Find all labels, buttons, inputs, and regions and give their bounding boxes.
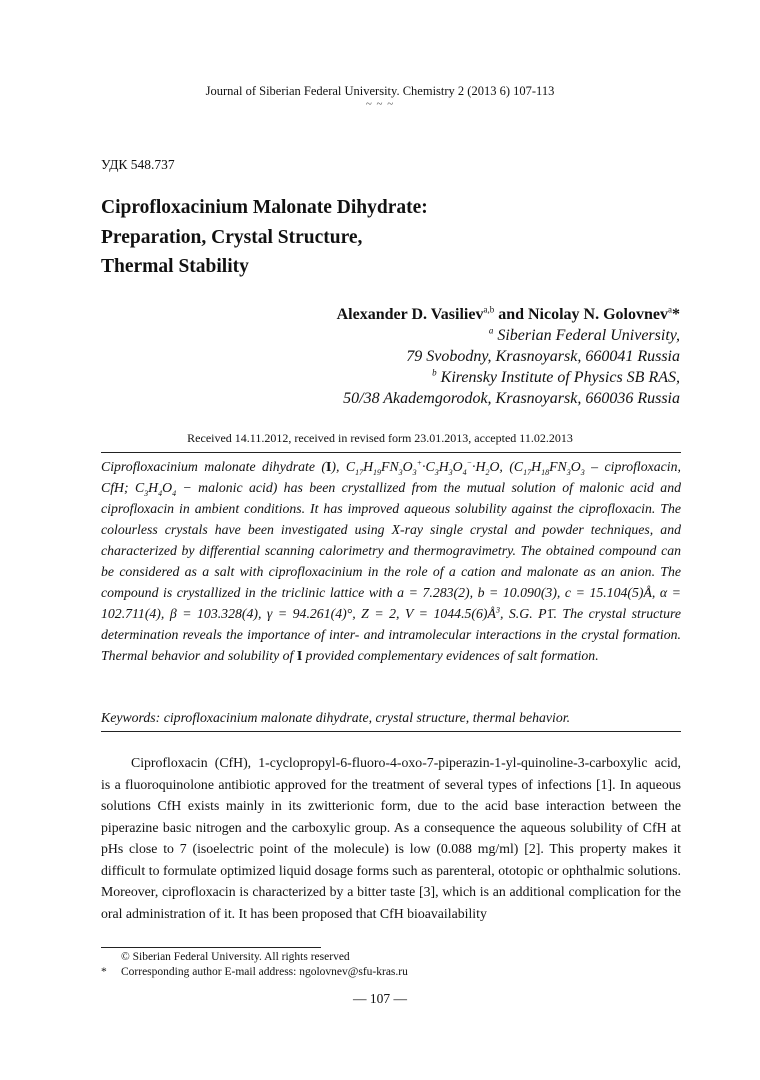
affiliation-a-mark: a [488, 325, 494, 336]
author-conjunction: and [494, 306, 528, 323]
header-ornament: ~ ~ ~ [365, 98, 395, 110]
author-2-affil: a [668, 304, 672, 315]
title-line-3: Thermal Stability [101, 256, 249, 277]
author-block [337, 304, 680, 409]
body-paragraph: Ciprofloxacin (CfH), 1-cyclopropyl-6-fluoro-4-oxo-7-piperazin-1-yl-quinoline-3-carboxylic acid, is a fluoroquinolone antibiotic approved for the treatment of several types of infections [1]. In aqueous solutions CfH exists mainly in its zwitterionic form, due to the acid base interaction between the piperazine basic nitrogen and the carboxylic group. As a consequence the aqueous solubility of CfH at pHs close to 7 (isoelectric point of the molecule) is low (0.088 mg/ml) [2]. This property makes it difficult to formulate optimized liquid dosage forms such as parenteral, ototopic or ophthalmic solutions. Moreover, ciprofloxacin is characterized by a bitter taste [3], which is an additional complication for the oral administration of it. It has been proposed that CfH bioavailability [101, 755, 681, 921]
page-number: — 107 — [353, 991, 407, 1006]
abstract-bottom-rule [101, 731, 681, 732]
udk-code: УДК 548.737 [101, 157, 175, 172]
title-line-1: Ciprofloxacinium Malonate Dihydrate: [101, 197, 428, 218]
abstract: Ciprofloxacinium malonate dihydrate (I), $C_{17}H_{19}FN_3O_3^+\cdot C_3H_3O_4^-\cdot H_2O$, ($C_{17}H_{18}FN_3O_3$ – ciprofloxacin, CfH; $C_3H_4O_4$ − malonic acid) has been crystallized from the mutual solution of malonic acid and ciprofloxacin in ambient conditions. It has improved aqueous solubility against the ciprofloxacin. The colourless crystals have been investigated using X-ray single crystal and powder techniques, and characterized by differential scanning calorimetry and thermogravimetry. The obtained compound can be considered as a salt with ciprofloxacinium in the role of a cation and malonate as an anion. The compound is crystallized in the triclinic lattice with a = 7.283(2), b = 10.090(3), c = 15.104(5)Å, α = 102.711(4), β = 103.328(4), γ = 94.261(4)°, Z = 2, $V = 1044.5(6)Å^3$, S.G. P1̄. The crystal structure determination reveals the importance of inter- and intramolecular interactions in the crystal formation. Thermal behavior and solubility of I provided complementary evidences of salt formation. [101, 458, 681, 663]
author-1: Alexander D. Vasiliev [336, 306, 484, 323]
footnote-rule [101, 947, 321, 948]
abstract-top-rule [101, 452, 681, 453]
affiliation-b-mark: b [432, 367, 437, 378]
affiliation-b-line1: Kirensky Institute of Physics SB RAS, [440, 369, 680, 386]
author-1-affil: a,b [483, 304, 495, 315]
keywords: Keywords: ciprofloxacinium malonate dihydrate, crystal structure, thermal behavior. [101, 710, 571, 725]
affiliation-b [337, 367, 680, 388]
corresponding-mark: * [672, 306, 680, 323]
footnote-copyright: © Siberian Federal University. All rights reserved [121, 951, 350, 963]
footnote-star: * [101, 966, 107, 978]
affiliation-b-address: 50/38 Akademgorodok, Krasnoyarsk, 660036 Russia [343, 390, 680, 407]
title-line-2: Preparation, Crystal Structure, [101, 226, 363, 248]
affiliation-a-line1: Siberian Federal University, [497, 327, 680, 344]
affiliation-a [337, 325, 680, 346]
received-dates: Received 14.11.2012, received in revised form 23.01.2013, accepted 11.02.2013 [187, 431, 573, 445]
affiliation-a-address: 79 Svobodny, Krasnoyarsk, 660041 Russia [406, 348, 680, 365]
author-names [337, 304, 680, 325]
author-2: Nicolay N. Golovnev [528, 306, 668, 323]
footnote-corresponding: Corresponding author E-mail address: ngolovnev@sfu-kras.ru [121, 966, 408, 978]
journal-header: Journal of Siberian Federal University. Chemistry 2 (2013 6) 107-113 [205, 84, 555, 98]
paper-title [101, 193, 428, 282]
